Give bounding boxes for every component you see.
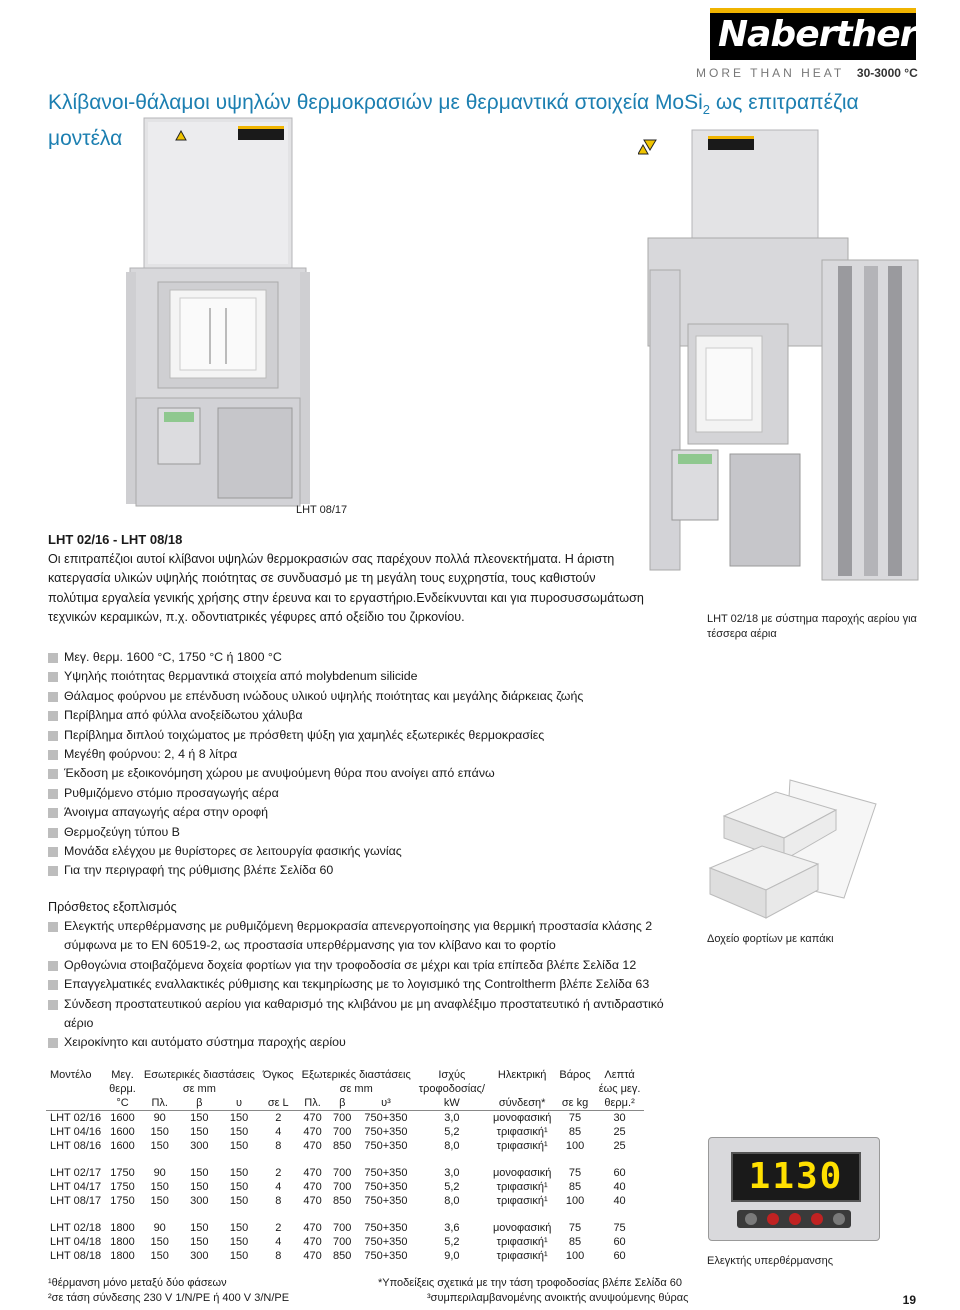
table-cell: 3,6 [444,1222,460,1234]
th3 [46,1096,105,1111]
table-cell: 2 [259,1111,298,1126]
table-header-row [46,1082,644,1096]
table-cell: 8,0 [444,1140,460,1152]
table-cell: 1600 [110,1126,135,1138]
table-cell: 100 [565,1250,585,1262]
table-row [46,1139,644,1153]
table-cell: 150 [190,1126,209,1138]
model-cell: LHT 02/17 [50,1167,102,1179]
feature-item: Περίβλημα από φύλλα ανοξείδωτου χάλυβα [48,706,688,725]
model-cell: LHT 02/18 [50,1222,102,1234]
table-cell: 300 [190,1250,209,1262]
controller-button-3 [789,1213,801,1225]
page-number: 19 [902,1293,916,1307]
feature-list [48,648,688,881]
footnote-3: *Υποδείξεις σχετικά με την τάση τροφοδοσίας βλέπε Σελίδα 60 [378,1277,682,1289]
th-power: Ισχύς [438,1069,466,1081]
table-cell: 40 [613,1195,626,1207]
controller-photo [708,1137,880,1241]
table-cell: 150 [229,1195,249,1207]
table-cell: 100 [565,1195,585,1207]
tagline-text: MORE THAN HEAT [696,66,845,80]
extras-item [48,995,698,1034]
table-cell: 470 [303,1167,322,1179]
table-row [46,1221,644,1235]
table-cell: 40 [613,1181,626,1193]
spec-table [46,1068,644,1263]
extras-item-line: Ελεγκτής υπερθέρμανσης με ρυθμιζόμενη θερμοκρασία απενεργοποίησης για θερμική προστασία κλάσης 2 [64,919,653,933]
th3: υ [236,1097,243,1109]
table-cell: 25 [613,1140,626,1152]
feature-item: Άνοιγμα απαγωγής αέρα στην οροφή [48,803,688,822]
table-cell: 8 [275,1195,282,1207]
table-cell: 1750 [110,1167,135,1179]
extras-item-line: σύμφωνα με το EN 60519-2, ως προστασία υπερθέρμανσης για τον κλίβανο και το φορτίο [64,938,556,953]
table-cell: 150 [190,1236,209,1248]
th3: Πλ. [151,1097,168,1109]
table-cell: 300 [190,1195,209,1207]
table-cell: 150 [150,1126,169,1138]
temp-range: 30-3000 °C [856,66,918,80]
th2-minutes: έως μεγ. [598,1083,641,1095]
feature-item: Μεγέθη φούρνου: 2, 4 ή 8 λίτρα [48,745,688,764]
th2-maxtemp: θερμ. [109,1083,136,1095]
table-group-gap [46,1208,644,1221]
th-volume: Όγκος [262,1069,294,1081]
model-cell: LHT 02/16 [46,1111,105,1126]
tagline [696,66,918,80]
extras-heading: Πρόσθετος εξοπλισμός [48,900,177,914]
table-cell: 75 [555,1111,594,1126]
table-cell: 150 [190,1181,209,1193]
table-cell: 850 [333,1195,352,1207]
th2-model [46,1082,105,1096]
table-cell: 750+350 [364,1167,408,1179]
table-cell: 9,0 [444,1250,460,1262]
table-cell: 850 [333,1140,352,1152]
table-row [46,1180,644,1194]
extras-item-line: αέριο [64,1016,94,1031]
table-cell: τριφασική¹ [496,1250,548,1262]
th2-volume [259,1082,298,1096]
table-cell: 90 [140,1111,180,1126]
logo-text: Nabertherm [718,14,953,55]
table-cell: 750+350 [357,1111,415,1126]
table-cell: 30 [595,1111,645,1126]
table-cell: 470 [303,1195,322,1207]
caption-photo3: Δοχείο φορτίων με καπάκι [707,933,834,945]
title-subscript: 2 [702,102,711,118]
table-cell: 750+350 [364,1236,408,1248]
table-header-row [46,1096,644,1111]
table-row [46,1249,644,1263]
table-cell: 1600 [105,1111,140,1126]
table-cell: 8 [275,1250,282,1262]
th3: θερμ.² [604,1097,635,1109]
table-cell: 470 [303,1140,322,1152]
table-cell: 4 [275,1236,282,1248]
table-cell: 1800 [110,1250,135,1262]
th3: β [196,1097,203,1109]
th-model: Μοντέλο [50,1069,92,1081]
table-cell: 470 [303,1181,322,1193]
extras-item [48,917,698,956]
table-cell: μονοφασική [489,1111,555,1126]
th3: β [339,1097,346,1109]
table-cell: 150 [229,1126,249,1138]
intro-heading: LHT 02/16 - LHT 08/18 [48,532,183,547]
table-cell: τριφασική¹ [496,1140,548,1152]
table-cell: 2 [275,1167,282,1179]
controller-display-value: 1130 [748,1156,844,1197]
feature-item: Υψηλής ποιότητας θερμαντικά στοιχεία από molybdenum silicide [48,667,688,686]
model-cell: LHT 08/18 [50,1250,102,1262]
controller-button-1 [745,1213,757,1225]
th-maxtemp: Μεγ. [111,1069,134,1081]
table-cell: 700 [327,1111,357,1126]
extras-list [48,917,698,1053]
intro-paragraph [48,550,688,628]
load-container-photo [704,772,880,924]
table-cell: 150 [219,1111,259,1126]
footnote-2: ²σε τάση σύνδεσης 230 V 1/N/PE ή 400 V 3/N/PE [48,1292,290,1304]
table-cell: 750+350 [364,1126,408,1138]
controller-button-2 [767,1213,779,1225]
controller-button-4 [811,1213,823,1225]
table-cell: 850 [333,1250,352,1262]
table-cell: 1750 [110,1195,135,1207]
table-row [46,1166,644,1180]
th2-inner-dims: σε mm [182,1083,216,1095]
controller-button-strip [737,1210,851,1228]
table-cell: 700 [333,1126,352,1138]
table-cell: 700 [333,1167,352,1179]
intro-line: Οι επιτραπέζιοι αυτοί κλίβανοι υψηλών θερμοκρασιών σας παρέχουν πολλά πλεονεκτήματα. Η άριστη [48,552,615,566]
table-cell: 100 [565,1140,585,1152]
table-cell: 2 [275,1222,282,1234]
controller-button-5 [833,1213,845,1225]
extras-item: Ορθογώνια στοιβαζόμενα δοχεία φορτίων για την τροφοδοσία σε μέχρι και τρία επίπεδα βλέπε Σελίδα 12 [48,956,698,975]
table-cell: 85 [568,1181,582,1193]
th3: °C [116,1097,129,1109]
feature-item: Περίβλημα διπλού τοιχώματος με πρόσθετη ψύξη για χαμηλές εξωτερικές θερμοκρασίες [48,726,688,745]
table-cell: 8 [275,1140,282,1152]
table-cell: 750+350 [364,1140,408,1152]
table-cell: 4 [275,1126,282,1138]
intro-line: πολύτιμα εργαλεία γενικής χρήσης στην έρευνα και το εργαστήριο.Ενδείκνυνται και για πυροσυσσωμάτωση [48,590,644,605]
th3: σε L [267,1097,289,1109]
table-cell: 3,0 [415,1111,489,1126]
table-cell: 700 [333,1236,352,1248]
table-cell: 470 [303,1126,322,1138]
feature-item: Μεγ. θερμ. 1600 °C, 1750 °C ή 1800 °C [48,648,688,667]
model-cell: LHT 04/17 [50,1181,102,1193]
controller-display [731,1152,861,1202]
feature-item: Θάλαμος φούρνου με επένδυση ινώδους υλικού υψηλής ποιότητας και μεγάλης διάρκειας ζωής [48,687,688,706]
table-cell: 150 [190,1222,209,1234]
table-cell: τριφασική¹ [496,1195,548,1207]
table-cell: 3,0 [444,1167,460,1179]
th3: σε kg [561,1097,589,1109]
table-cell: 1800 [110,1236,135,1248]
table-cell: 700 [333,1181,352,1193]
th-inner-dims: Εσωτερικές διαστάσεις [143,1069,255,1081]
table-cell: 150 [190,1167,209,1179]
model-cell: LHT 08/17 [50,1195,102,1207]
table-cell: 750+350 [364,1222,408,1234]
footnote-4: ³συμπεριλαμβανομένης ανοικτής ανυψούμενης θύρας [427,1292,689,1304]
gap-cell [46,1208,644,1221]
table-cell: 750+350 [364,1181,408,1193]
model-cell: LHT 04/16 [50,1126,102,1138]
table-cell: 60 [613,1236,626,1248]
table-row [46,1125,644,1139]
table-cell: 470 [303,1236,322,1248]
table-row [46,1194,644,1208]
table-cell: 1750 [110,1181,135,1193]
table-cell: 470 [298,1111,328,1126]
furnace-photo-lht-02-18-gas [638,120,922,590]
feature-item: Έκδοση με εξοικονόμηση χώρου με ανυψούμενη θύρα που ανοίγει από επάνω [48,764,688,783]
table-cell: 85 [568,1126,582,1138]
table-cell: 150 [229,1250,249,1262]
table-row [46,1111,644,1126]
feature-item: Ρυθμιζόμενο στόμιο προσαγωγής αέρα [48,784,688,803]
title-text-end: ως επιτραπέζια μοντέλα [48,91,859,151]
table-cell: 25 [613,1126,626,1138]
title-text: Κλίβανοι-θάλαμοι υψηλών θερμοκρασιών με θερμαντικά στοιχεία MoSi [48,91,703,114]
table-cell: 1800 [110,1222,135,1234]
gap-cell [46,1153,644,1166]
extras-item-line: Σύνδεση προστατευτικού αερίου για καθαρισμό της κλιβάνου με μη αναφλέξιμο προστατευτικό ή αντιδραστικό [64,996,664,1011]
feature-item: Για την περιγραφή της ρύθμισης βλέπε Σελίδα 60 [48,861,688,880]
table-cell: 150 [150,1236,169,1248]
table-header-row [46,1068,644,1082]
th3: υ³ [381,1097,391,1109]
table-cell: 150 [150,1181,169,1193]
table-row [46,1235,644,1249]
feature-item: Θερμοζεύγη τύπου B [48,823,688,842]
table-cell: 60 [613,1250,626,1262]
table-cell: 750+350 [364,1195,408,1207]
table-cell: 700 [333,1222,352,1234]
logo-accent-bar [710,8,916,13]
table-cell: 75 [568,1167,582,1179]
table-cell: 1600 [110,1140,135,1152]
th2-electrical [489,1082,555,1096]
table-cell: μονοφασική [492,1222,552,1234]
table-cell: 150 [229,1140,249,1152]
table-cell: 150 [229,1222,249,1234]
table-cell: 75 [568,1222,582,1234]
th-outer-dims: Εξωτερικές διαστάσεις [301,1069,411,1081]
th2-weight [555,1082,594,1096]
intro-line: τεχνικών κεραμικών, π.χ. οδοντιατρικές γέφυρες από οξείδιο του ζιρκονίου. [48,610,465,625]
table-cell: μονοφασική [492,1167,552,1179]
th-electrical: Ηλεκτρική [497,1069,547,1081]
table-cell: τριφασική¹ [496,1126,548,1138]
table-cell: 60 [613,1167,626,1179]
th-minutes: Λεπτά [604,1069,635,1081]
table-cell: 5,2 [444,1181,460,1193]
table-cell: 150 [150,1250,169,1262]
extras-item: Χειροκίνητο και αυτόματο σύστημα παροχής αερίου [48,1033,698,1052]
table-cell: 750+350 [364,1250,408,1262]
table-group-gap [46,1153,644,1166]
table-cell: 470 [303,1250,322,1262]
table-cell: 150 [229,1181,249,1193]
intro-line: κατεργασία υλικών υψηλής ποιότητας σε συνδυασμό με τη μεγάλη τους ευχρηστία, τους καθιστούν [48,571,596,586]
table-cell: τριφασική¹ [496,1236,548,1248]
table-cell: 300 [190,1140,209,1152]
table-cell: 75 [613,1222,626,1234]
table-cell: 150 [229,1236,249,1248]
table-cell: 470 [303,1222,322,1234]
furnace-photo-lht-08-17 [118,112,318,510]
table-cell: 90 [153,1222,166,1234]
table-cell: 85 [568,1236,582,1248]
table-cell: 150 [150,1195,169,1207]
table-cell: τριφασική¹ [496,1181,548,1193]
th2-outer-dims: σε mm [339,1083,373,1095]
table-cell: 150 [180,1111,220,1126]
table-cell: 8,0 [444,1195,460,1207]
model-cell: LHT 04/18 [50,1236,102,1248]
extras-item: Επαγγελματικές εναλλακτικές ρύθμισης και τεκμηρίωσης με το λογισμικό της Controltherm βλέπε Σελίδα 63 [48,975,698,994]
table-cell: 90 [153,1167,166,1179]
th3: σύνδεση* [498,1097,546,1109]
th3: kW [443,1097,460,1109]
caption-photo2: LHT 02/18 με σύστημα παροχής αερίου για τέσσερα αέρια [707,613,917,640]
table-cell: 150 [150,1140,169,1152]
th2-power: τροφοδοσίας/ [418,1083,485,1095]
th-weight: Βάρος [559,1069,591,1081]
table-cell: 5,2 [444,1126,460,1138]
footnote-1: ¹θέρμανση μόνο μεταξύ δύο φάσεων [48,1277,227,1289]
feature-item: Μονάδα ελέγχου με θυρίστορες σε λειτουργία φασικής γωνίας [48,842,688,861]
caption-photo4: Ελεγκτής υπερθέρμανσης [707,1255,834,1267]
table-cell: 150 [229,1167,249,1179]
th3: Πλ. [304,1097,321,1109]
model-cell: LHT 08/16 [50,1140,102,1152]
caption-photo1: LHT 08/17 [296,504,348,516]
table-cell: 5,2 [444,1236,460,1248]
table-cell: 4 [275,1181,282,1193]
